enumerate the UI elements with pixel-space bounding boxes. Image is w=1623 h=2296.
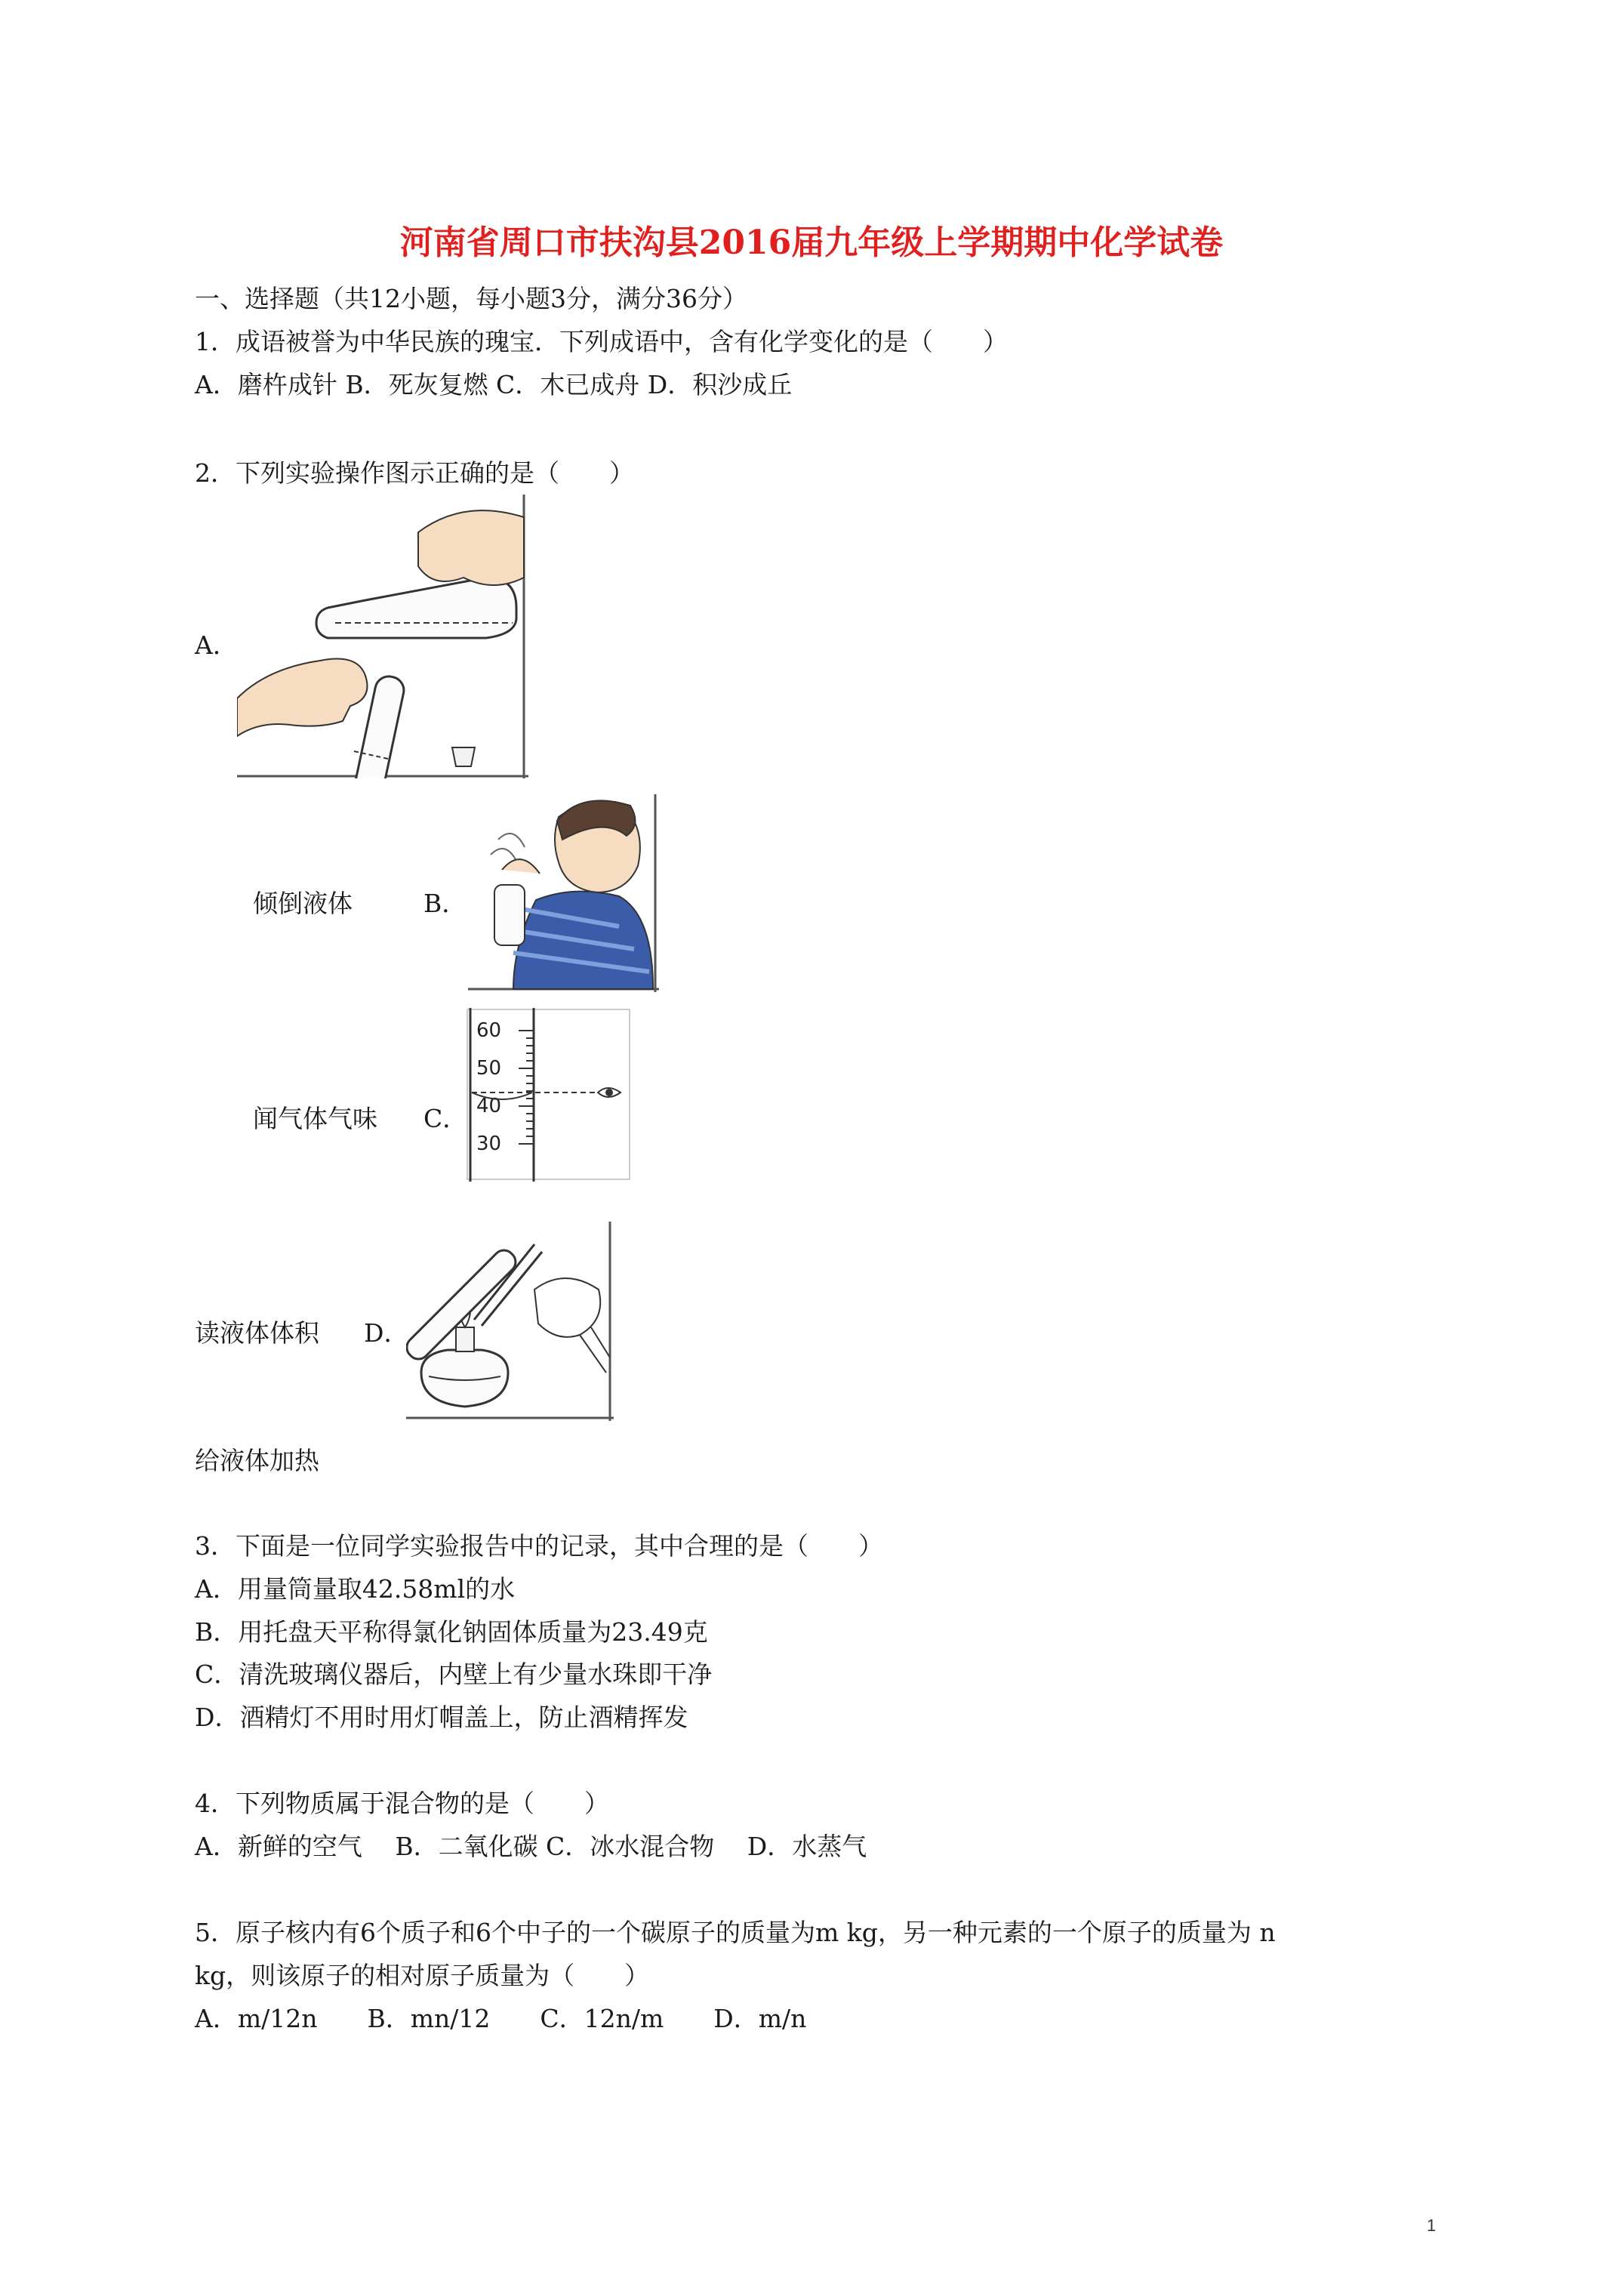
q2-option-c-label: C． [423,1104,468,1133]
q2-option-b-caption: 闻气体气味 [253,1104,377,1133]
heating-liquid-image [406,1222,614,1421]
q2-option-b-label: B． [423,889,467,918]
q3-option-b: B．用托盘天平称得氯化钠固体质量为23.49克 [195,1617,708,1647]
section-heading: 一、选择题（共12小题，每小题3分，满分36分） [195,284,747,313]
reading-cylinder-image [466,1008,632,1182]
page-number: 1 [1427,2216,1437,2235]
page-title: 河南省周口市扶沟县2016届九年级上学期期中化学试卷 [399,223,1224,262]
q2-option-c-caption: 读液体体积 [195,1318,319,1348]
q1-options: A．磨杵成针 B．死灰复燃 C．木已成舟 D．积沙成丘 [195,370,793,399]
q2-option-d-label: D． [364,1318,409,1348]
q4-options: A．新鲜的空气 B．二氧化碳 C．冰水混合物 D．水蒸气 [195,1832,867,1861]
cylinder-tick-30: 30 [476,1133,502,1155]
q3-option-a: A．用量筒量取42.58ml的水 [195,1574,516,1604]
cylinder-tick-50: 50 [476,1057,502,1080]
q5-stem-line2: kg，则该原子的相对原子质量为（ ） [195,1961,650,1990]
pouring-liquid-image [237,495,528,778]
q2-option-d-caption: 给液体加热 [195,1446,319,1475]
q3-option-d: D．酒精灯不用时用灯帽盖上，防止酒精挥发 [195,1703,688,1732]
cylinder-tick-60: 60 [476,1019,502,1042]
q2-option-a-caption: 倾倒液体 [253,889,353,918]
q5-options: A．m/12n B．mn/12 C．12n/m D．m/n [195,2004,807,2033]
q3-stem: 3．下面是一位同学实验报告中的记录，其中合理的是（ ） [195,1531,883,1561]
smelling-gas-image [468,794,659,992]
cylinder-tick-40: 40 [476,1095,502,1117]
q3-option-c: C．清洗玻璃仪器后，内壁上有少量水珠即干净 [195,1660,713,1689]
q1-stem: 1．成语被誉为中华民族的瑰宝．下列成语中，含有化学变化的是（ ） [195,327,1008,356]
q4-stem: 4．下列物质属于混合物的是（ ） [195,1789,609,1818]
q2-stem: 2．下列实验操作图示正确的是（ ） [195,458,634,488]
q2-option-a-label: A． [195,630,238,660]
q5-stem-line1: 5．原子核内有6个质子和6个中子的一个碳原子的质量为m kg，另一种元素的一个原子的质量为 n [195,1918,1276,1947]
